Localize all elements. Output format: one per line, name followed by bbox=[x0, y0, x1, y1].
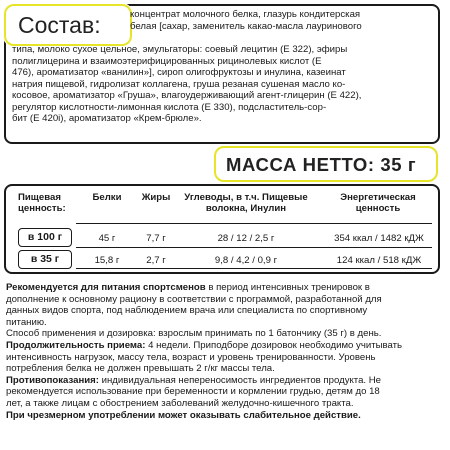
composition-line: 476), ароматизатор «ванилин»], сироп олигофруктозы и инулина, казеинат bbox=[12, 67, 346, 78]
header-fat: Жиры bbox=[141, 192, 171, 203]
row-label-35g: в 35 г bbox=[18, 250, 72, 269]
contra-heading: Противопоказания: bbox=[6, 374, 99, 386]
duration-line: интенсивность нагрузок, массу тела, возраст и уровень тренированности. Уровень bbox=[6, 351, 376, 363]
net-mass-label: МАССА НЕТТО: 35 г bbox=[226, 154, 417, 175]
value-energy-100g: 354 ккал / 1482 кДЖ bbox=[334, 233, 424, 244]
composition-title-tab bbox=[4, 4, 132, 46]
composition-line: косовое, ароматизатор «Груша», влагоудерживающий агент-глицерин (Е 422), bbox=[12, 90, 362, 101]
nutrition-table bbox=[4, 184, 440, 274]
table-divider bbox=[76, 223, 432, 224]
duration-text: 4 недели. Приподборе дозировок необходимо учитывать bbox=[145, 339, 402, 351]
duration-line: потребления белка не должен превышать 2 г/кг массы тела. bbox=[6, 363, 275, 375]
value-energy-35g: 124 ккал / 518 кДЖ bbox=[336, 255, 422, 266]
excess-warning bbox=[6, 410, 446, 422]
composition-line: белая [сахар, заменитель какао-масла лауринового bbox=[130, 20, 362, 32]
recommendation-line: данных видов спорта, под наблюдением врача или специалиста по спортивному bbox=[6, 305, 368, 317]
recommendation-heading: Рекомендуется для питания спортсменов bbox=[6, 282, 206, 293]
composition-line: бит (Е 420i), ароматизатор «Крем-брюле». bbox=[12, 113, 202, 124]
header-nutrition-value: Пищевая ценность: bbox=[18, 192, 66, 214]
composition-title: Состав: bbox=[18, 12, 101, 38]
excess-warning-text: При чрезмерном употреблении может оказывать слабительное действие. bbox=[6, 409, 361, 421]
net-mass-box bbox=[214, 146, 438, 182]
composition-text bbox=[12, 44, 436, 125]
composition-panel bbox=[4, 4, 440, 144]
composition-line: натрия пищевой, гидролизат коллагена, груша резаная сушеная масло ко- bbox=[12, 78, 346, 90]
composition-line: регулятор кислотности-лимонная кислота (Е 330), подсластитель-сор- bbox=[12, 101, 327, 113]
duration-heading: Продолжительность приема: bbox=[6, 339, 146, 351]
value-fat-35g: 2,7 г bbox=[146, 255, 166, 266]
composition-line: типа, молоко сухое цельное, эмульгаторы: соевый лецитин (Е 322), эфиры bbox=[12, 44, 348, 55]
contra-text: индивидуальная непереносимость ингредиентов продукта. Не bbox=[98, 374, 382, 386]
usage-notes bbox=[6, 282, 446, 421]
table-divider bbox=[76, 247, 432, 248]
composition-first-lines bbox=[130, 9, 436, 32]
recommendation-line: дополнение к основному рациону в соответствии с программой, разработанной для bbox=[6, 293, 382, 305]
contra-line: лет, а также лицам с обострением заболеваний желудочно-кишечного тракта. bbox=[6, 397, 354, 409]
recommendation-line bbox=[6, 282, 446, 294]
value-protein-35g: 15,8 г bbox=[94, 255, 120, 266]
header-protein: Белки bbox=[92, 192, 122, 203]
value-carbs-100g: 28 / 12 / 2,5 г bbox=[217, 233, 275, 244]
table-divider bbox=[76, 268, 432, 269]
duration-line bbox=[6, 340, 446, 352]
row-label-100g: в 100 г bbox=[18, 228, 72, 247]
value-fat-100g: 7,7 г bbox=[146, 233, 166, 244]
header-carbs: Углеводы, в т.ч. Пищевые волокна, Инулин bbox=[184, 192, 308, 214]
method-line: Способ применения и дозировка: взрослым принимать по 1 батончику (35 г) в день. bbox=[6, 328, 382, 340]
contra-line bbox=[6, 375, 446, 387]
value-protein-100g: 45 г bbox=[98, 233, 116, 244]
composition-line: концентрат молочного белка, глазурь кондитерская bbox=[130, 9, 361, 20]
value-carbs-35g: 9,8 / 4,2 / 0,9 г bbox=[214, 255, 278, 266]
header-energy: Энергетическая ценность bbox=[340, 192, 416, 214]
recommendation-text: в период интенсивных тренировок в bbox=[205, 282, 370, 293]
recommendation-line: питанию. bbox=[6, 316, 47, 328]
contra-line: рекомендуется использование при беременности и кормлении грудью, детям до 18 bbox=[6, 386, 380, 398]
composition-line: полиглицерина и взаимоэтерифицированных рицинолевых кислот (Е bbox=[12, 55, 322, 67]
